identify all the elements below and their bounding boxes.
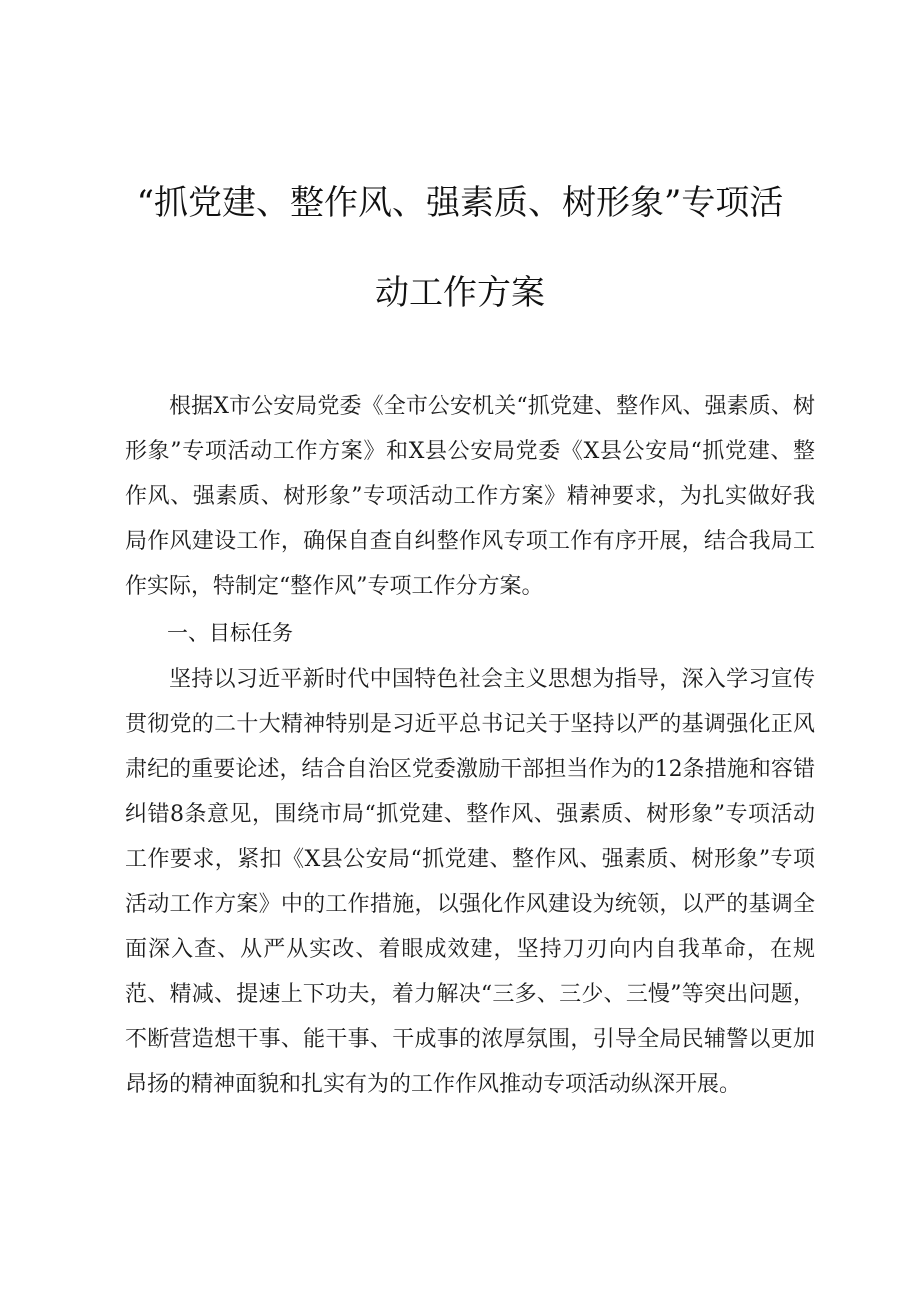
section-paragraph-objectives: 坚持以习近平新时代中国特色社会主义思想为指导，深入学习宣传贯彻党的二十大精神特别是习近平总书记关于坚持以严的基调强化正风肃纪的重要论述，结合自治区党委激励干部担当作为的12条措施和容错纠错8条意见，围绕市局“抓党建、整作风、强素质、树形象”专项活动工作要求，紧扣《X县公安局“抓党建、整作风、强素质、树形象”专项活动工作方案》中的工作措施，以强化作风建设为统领，以严的基调全面深入查、从严从实改、着眼成效建，坚持刀刃向内自我革命，在规范、精减、提速上下功夫，着力解决“三多、三少、三慢”等突出问题，不断营造想干事、能干事、干成事的浓厚氛围，引导全局民辅警以更加昂扬的精神面貌和扎实有为的工作作风推动专项活动纵深开展。 [125, 667, 815, 1097]
intro-paragraph: 根据X市公安局党委《全市公安机关“抓党建、整作风、强素质、树形象”专项活动工作方案》和X县公安局党委《X县公安局“抓党建、整作风、强素质、树形象”专项活动工作方案》精神要求，为扎实做好我局作风建设工作，确保自查自纠整作风专项工作有序开展，结合我局工作实际，特制定“整作风”专项工作分方案。 [125, 394, 815, 599]
document-title-line-1: “抓党建、整作风、强素质、树形象”专项活 [136, 183, 784, 223]
document-body [125, 384, 815, 1107]
section-heading-objectives: 一、目标任务 [167, 621, 293, 645]
document-title-line-2: 动工作方案 [375, 273, 545, 313]
